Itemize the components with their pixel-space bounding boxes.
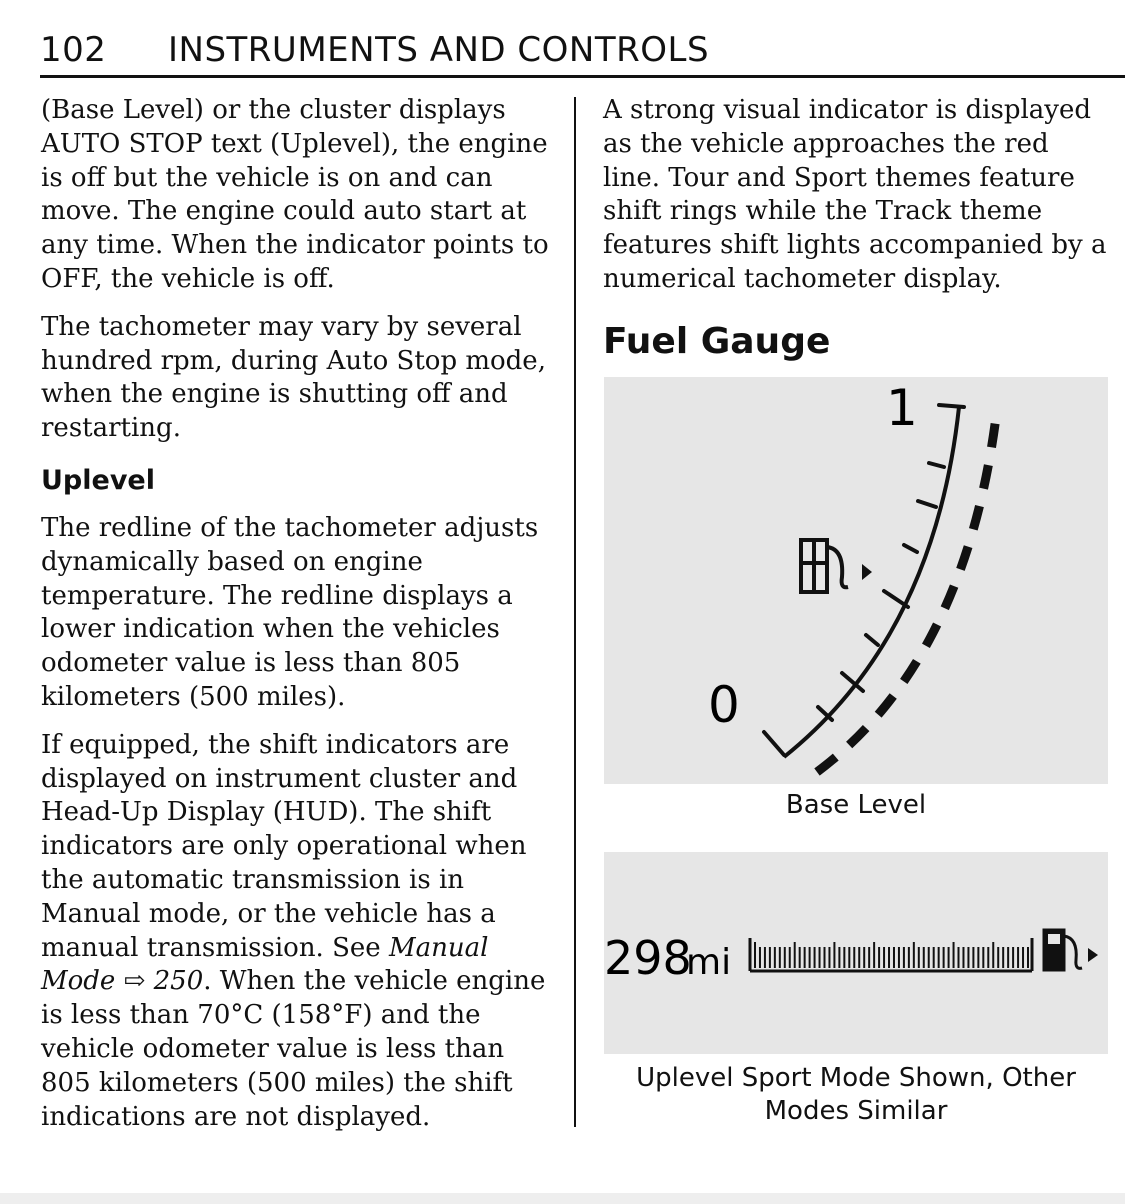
page-bottom-bar xyxy=(0,1193,1125,1204)
gauge-dashed-scale xyxy=(817,417,996,772)
fuel-level-bar xyxy=(750,938,1032,971)
paragraph-shift-indicators xyxy=(41,729,561,1135)
column-divider xyxy=(574,97,576,1127)
fuel-range-unit: mi xyxy=(686,942,732,983)
subheading-uplevel: Uplevel xyxy=(41,464,155,496)
heading-fuel-gauge: Fuel Gauge xyxy=(603,320,831,362)
shift-text-end: . When the vehicle engine is less than 70°C (158°F) and the vehicle odometer value is less than 805 kilometers (500 miles) the shift indications are not displayed. xyxy=(41,966,546,1132)
caption-base-level: Base Level xyxy=(785,790,927,820)
fuel-pump-icon xyxy=(801,540,872,592)
section-title: INSTRUMENTS AND CONTROLS xyxy=(168,30,710,70)
fuel-gauge-arc xyxy=(604,377,1108,784)
tick-full xyxy=(939,405,964,407)
fuel-range-value: 298 xyxy=(604,931,692,985)
page-number: 102 xyxy=(40,30,107,70)
page-header xyxy=(40,30,1125,78)
gauge-label-empty: 0 xyxy=(708,676,740,734)
paragraph-shift-rings: A strong visual indicator is displayed as the vehicle approaches the red line. Tour and Sport themes feature shift rings while the Track theme features shift lights accompanied by a numerical tachometer display. xyxy=(603,95,1107,294)
paragraph-tachometer-variance: The tachometer may vary by several hundred rpm, during Auto Stop mode, when the engine is shutting off and restarting. xyxy=(41,311,546,444)
paragraph-redline: The redline of the tachometer adjusts dynamically based on engine temperature. The redline displays a lower indication when the vehicles odometer value is less than 805 kilometers (500 miles). xyxy=(41,512,539,712)
fuel-pump-icon-uplevel xyxy=(1044,930,1098,970)
gauge-ticks xyxy=(764,405,964,755)
gauge-arc-line xyxy=(784,407,959,757)
left-column xyxy=(41,94,561,1148)
gauge-label-full: 1 xyxy=(886,379,918,437)
right-column xyxy=(603,94,1113,365)
manual-mode-link[interactable]: Manual Mode ⇨ 250 xyxy=(41,932,489,997)
paragraph-auto-stop: (Base Level) or the cluster displays AUTO STOP text (Uplevel), the engine is off but the vehicle is on and can move. The engine could auto start at any time. When the indicator points to OFF, the vehicle is off. xyxy=(41,95,549,294)
uplevel-fuel-display xyxy=(604,852,1108,1054)
shift-text-start: If equipped, the shift indicators are displayed on instrument cluster and Head-Up Display (HUD). The shift indicators are only operational when the automatic transmission is in Manual mode, or the vehicle has a manual transmission. See xyxy=(41,729,527,963)
tick-empty xyxy=(764,732,784,755)
uplevel-fuel-gauge-figure xyxy=(604,852,1108,1054)
base-level-fuel-gauge-figure xyxy=(604,377,1108,784)
caption-uplevel: Uplevel Sport Mode Shown, Other Modes Similar xyxy=(636,1063,1076,1126)
